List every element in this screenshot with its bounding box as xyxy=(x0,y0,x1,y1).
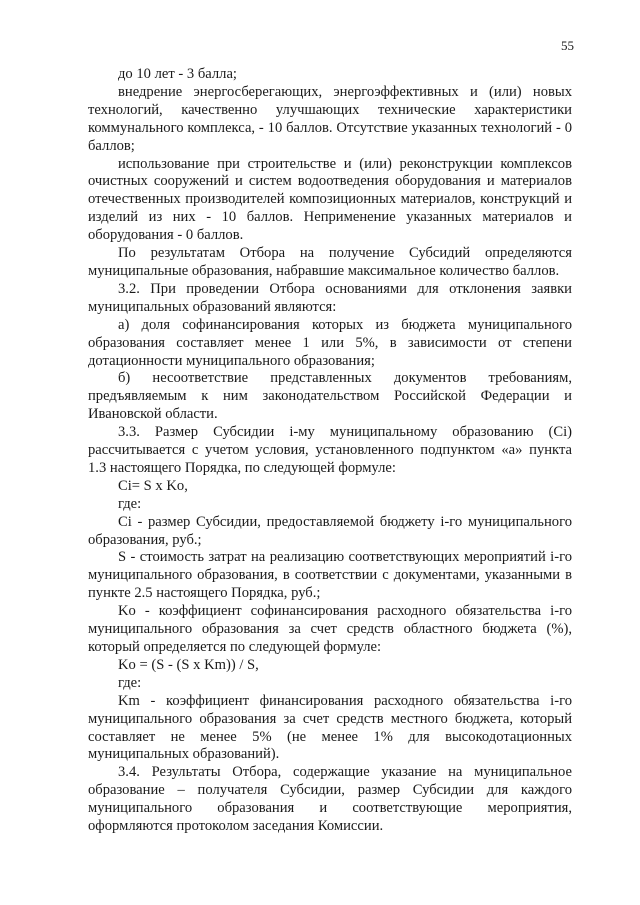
paragraph-criterion-age: до 10 лет - 3 балла; xyxy=(118,66,237,82)
paragraph-section-3-4: 3.4. Результаты Отбора, содержащие указание на муниципальное образование – получателя Субсидии, размер Субсидии для каждого муниципального образования и соответствующие мероприятия, оформляются протоколом заседания Комиссии. xyxy=(88,764,572,835)
document-body xyxy=(88,66,572,836)
paragraph-criterion-domestic-materials: использование при строительстве и (или) реконструкции комплексов очистных сооружений и систем водоотведения оборудования и материалов отечественных производителей композиционных материалов, конструкций и изделий из них - 10 баллов. Неприменение указанных материалов и оборудования - 0 баллов. xyxy=(88,155,572,244)
paragraph-selection-results: По результатам Отбора на получение Субсидий определяются муниципальные образования, набравшие максимальное количество баллов. xyxy=(88,245,572,279)
formula-where-1: где: xyxy=(118,495,142,512)
definition-s: S - стоимость затрат на реализацию соответствующих мероприятий i-го муниципального образования, в соответствии с документами, указанными в пункте 2.5 настоящего Порядка, руб.; xyxy=(88,549,572,602)
paragraph-item-b: б) несоответствие представленных документов требованиям, предъявляемым к ним законодательством Российской Федерации и Ивановской области. xyxy=(88,370,572,423)
definition-ci: Ci - размер Субсидии, предоставляемой бюджету i-го муниципального образования, руб.; xyxy=(88,513,572,548)
page-number: 55 xyxy=(561,38,574,53)
paragraph-section-3-3: 3.3. Размер Субсидии i-му муниципальному образованию (Ci) рассчитывается с учетом условия, установленного подпунктом «а» пункта 1.3 настоящего Порядка, по следующей формуле: xyxy=(88,424,572,476)
definition-km: Km - коэффициент финансирования расходного обязательства i-го муниципального образования за счет средств местного бюджета, который составляет не менее 5% (не менее 1% для высокодотационных муниципальных образований). xyxy=(88,692,572,763)
definition-ko: Ko - коэффициент софинансирования расходного обязательства i-го муниципального образования за счет средств областного бюджета (%), который определяется по следующей формуле: xyxy=(88,603,572,655)
formula-ko: Ko = (S - (S x Km)) / S, xyxy=(118,656,259,673)
formula-ci: Ci= S x Ko, xyxy=(118,477,188,494)
paragraph-item-a: а) доля софинансирования которых из бюджета муниципального образования составляет менее 1 или 5%, в зависимости от степени дотационности муниципального образования; xyxy=(88,316,572,369)
paragraph-criterion-energy-technologies: внедрение энергосберегающих, энергоэффективных и (или) новых технологий, качественно улучшающих технические характеристики коммунального комплекса, - 10 баллов. Отсутствие указанных технологий - 0 баллов; xyxy=(88,83,572,154)
formula-where-2: где: xyxy=(118,674,142,691)
paragraph-section-3-2: 3.2. При проведении Отбора основаниями для отклонения заявки муниципальных образований являются: xyxy=(88,280,572,315)
